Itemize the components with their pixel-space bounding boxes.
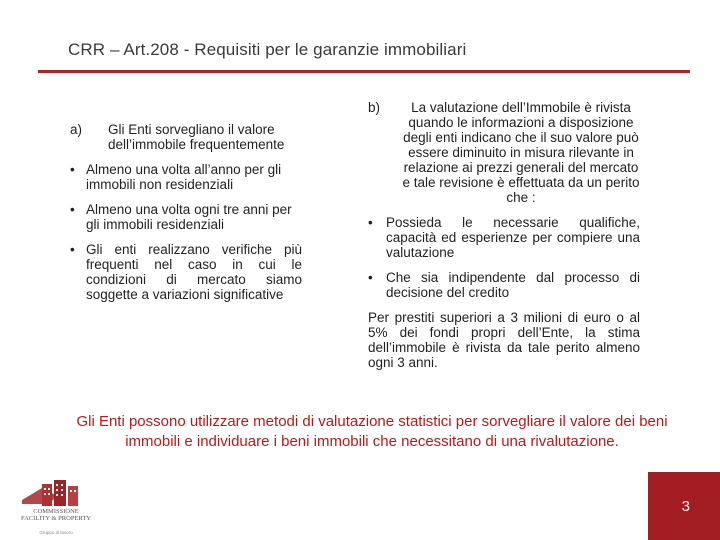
bullet-icon: • — [70, 202, 75, 217]
bullet-icon: • — [368, 270, 373, 285]
logo-buildings-icon — [8, 474, 118, 534]
bullet-icon: • — [70, 242, 75, 257]
list-item-text: Almeno una volta all’anno per gli immobili non residenziali — [86, 162, 282, 192]
left-column — [70, 122, 302, 312]
item-b-text: La valutazione dell’Immobile è rivista quando le informazioni a disposizione degli enti indicano che il suo valore può essere diminuito in misura rilevante in relazione ai prezzi generali del mercato e tale revisione è effettuata da un perito che : — [402, 100, 640, 205]
right-column — [368, 100, 640, 370]
logo-caption-line2: FACILITY & PROPERTY — [20, 515, 92, 522]
page-number-box — [648, 472, 720, 540]
footnote: Gli Enti possono utilizzare metodi di valutazione statistici per sorvegliare il valore dei beni immobili e individuare i beni immobili che necessitano di una rivalutazione. — [76, 413, 668, 450]
item-b — [368, 100, 640, 205]
item-a-marker: a) — [70, 122, 83, 137]
list-item — [368, 270, 640, 300]
list-item — [70, 162, 302, 192]
bullet-icon: • — [70, 162, 75, 177]
item-a-text: Gli Enti sorvegliano il valore dell’immobile frequentemente — [108, 122, 285, 152]
list-item-text: Gli enti realizzano verifiche più frequenti nel caso in cui le condizioni di mercato siamo soggette a variazioni significative — [86, 242, 302, 302]
list-item-text: Almeno una volta ogni tre anni per gli immobili residenziali — [86, 202, 292, 232]
item-a — [70, 122, 302, 152]
list-item — [70, 202, 302, 232]
right-paragraph: Per prestiti superiori a 3 milioni di euro o al 5% dei fondi propri dell’Ente, la stima dell’immobile è rivista da tale perito almeno ogni 3 anni. — [368, 310, 640, 370]
list-item — [368, 215, 640, 260]
title-divider — [38, 70, 690, 73]
logo-subcaption: Gruppo di lavoro — [39, 530, 73, 535]
page-number: 3 — [681, 498, 690, 515]
list-item-text: Che sia indipendente dal processo di decisione del credito — [386, 270, 640, 300]
logo-caption — [14, 508, 98, 522]
item-b-marker: b) — [368, 100, 381, 115]
list-item — [70, 242, 302, 302]
bullet-icon: • — [368, 215, 373, 230]
slide-title: CRR – Art.208 - Requisiti per le garanzie immobiliari — [68, 40, 467, 59]
logo-caption-line1: COMMISSIONE — [33, 508, 79, 515]
list-item-text: Possieda le necessarie qualifiche, capacità ed esperienze per compiere una valutazione — [386, 215, 640, 260]
